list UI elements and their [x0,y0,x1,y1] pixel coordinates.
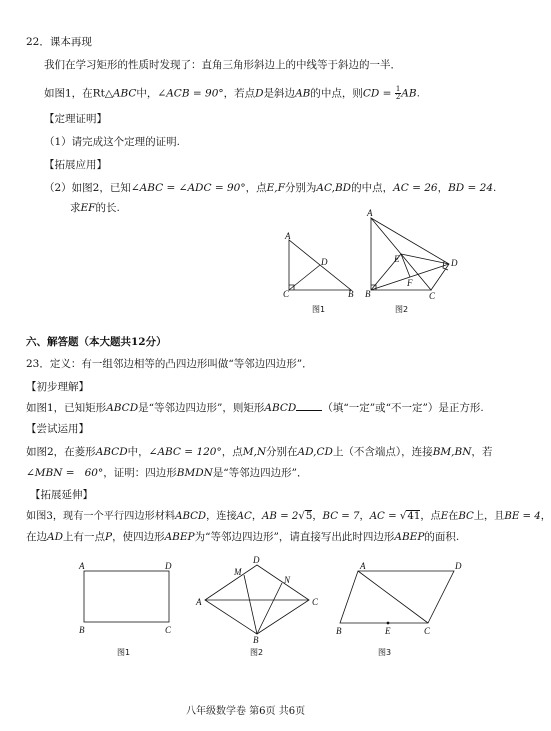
parallelogram-abcd [340,571,454,623]
fig1-label-b: B [348,289,354,299]
fig2-label-c: C [429,291,436,301]
q23-part3-line2: 在边AD上有一点P，使四边形ABEP为“等邻边四边形”，请直接写出此时四边形ABEP的面积. [26,531,460,543]
q23-figure1 [84,571,169,622]
fig2-caption: 图2 [395,305,409,314]
fig2-label-b: B [365,289,371,299]
q23-part1: 如图1，已知矩形ABCD是“等邻边四边形”，则矩形ABCD （填“一定”或“不一定”）是正方形. [26,402,484,414]
rhombus-abcd [205,565,309,634]
q23-fig2-caption: 图2 [250,648,264,657]
q22-intro: 我们在学习矩形的性质时发现了：直角三角形斜边上的中线等于斜边的一半． [44,59,401,71]
q23-fig3-label-b: B [336,626,342,636]
q23-figure3 [340,571,454,624]
q23-fig3-label-c: C [424,626,431,636]
fig2-label-d: D [451,258,458,268]
q22-question: 求EF的长. [70,202,120,214]
q23-fig3-label-d: D [455,561,462,571]
page-footer: 八年级数学卷 第6页 共6页 [186,706,306,717]
segment-bn [257,583,282,634]
q23-part3-line1: 如图3，现有一个平行四边形材料ABCD，连接AC，AB = 2√5，BC = 7，AC = √41，点E在BC上，且BE = 4， [26,511,551,522]
fig1-label-d: D [321,257,328,267]
q23-definition: 23．定义：有一组邻边相等的凸四边形叫做“等邻边四边形”． [26,358,313,370]
q23-figure2 [205,565,309,634]
q23-header-initial: 【初步理解】 [26,381,89,393]
q23-fig2-label-m: M [234,567,242,577]
q22-figure1-statement: 如图1，在Rt△ABC中，∠ACB = 90°，若点D是斜边AB的中点，则CD = $\frac{1}{2}$ AB. [44,85,420,101]
fig2-label-a: A [367,208,373,218]
q22-title: 22．课本再现 [26,36,92,48]
q23-fig2-label-c: C [312,597,319,607]
fig2-label-f: F [407,278,413,288]
segment-bm [244,575,257,634]
q23-fig3-label-a: A [360,561,366,571]
diagonal-ac [358,571,428,623]
q23-fig3-label-e: E [385,626,391,636]
q23-part2-line2: ∠MBN = 60°，证明：四边形BMDN是“等邻边四边形”． [26,467,308,479]
q23-fig2-label-n: N [284,575,291,585]
rectangle-abcd [84,571,169,622]
q23-fig2-label-a: A [196,597,202,607]
q23-fig1-caption: 图1 [117,648,131,657]
q23-fig2-label-b: B [253,635,259,645]
q23-fig1-label-d: D [165,561,172,571]
q23-part2-line1: 如图2，在菱形ABCD中，∠ABC = 120°，点M,N分别在AD,CD上（不含端点），连接BM,BN，若 [26,446,493,458]
q22-proof-task: （1）请完成这个定理的证明. [44,136,181,148]
q23-fig2-label-d: D [253,555,260,565]
q23-header-extend: 【拓展延伸】 [30,489,93,501]
fig2-label-e: E [394,254,400,264]
q22-extension-statement: （2）如图2，已知∠ABC = ∠ADC = 90°，点E,F分别为AC,BD的中点，AC = 26，BD = 24. [44,182,497,194]
point-e [387,622,389,624]
q23-fig1-label-c: C [165,625,172,635]
fig1-label-c: C [283,289,290,299]
q23-fig1-label-a: A [79,561,85,571]
fig1-label-a: A [285,231,291,241]
q23-fig1-label-b: B [79,625,85,635]
fig1-caption: 图1 [312,305,326,314]
q22-proof-header: 【定理证明】 [44,113,107,125]
q23-header-try: 【尝试运用】 [26,423,89,435]
fraction-half: $\frac{1}{2}$ [395,85,401,101]
q22-extension-header: 【拓展应用】 [44,159,107,171]
q23-fig3-caption: 图3 [378,648,392,657]
section-6-title: 六、解答题（本大题共12分） [26,336,167,348]
